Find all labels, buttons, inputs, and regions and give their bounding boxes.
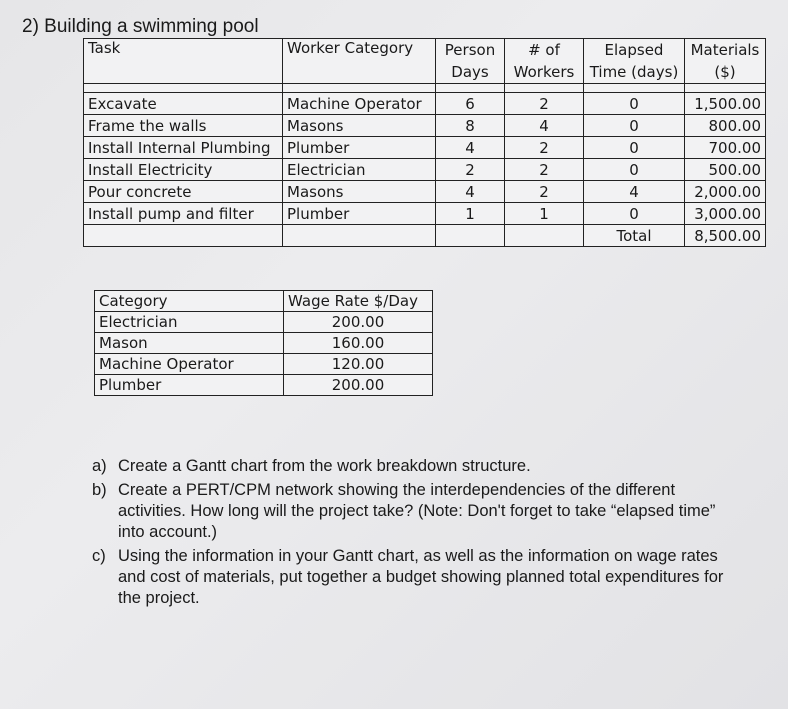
table-spacer-row [84, 84, 766, 93]
header-materials-2: ($) [685, 61, 766, 84]
empty-cell [84, 225, 283, 247]
table-row [84, 115, 766, 137]
materials-cell: 2,000.00 [685, 181, 766, 203]
spacer-cell [436, 84, 505, 93]
spacer-cell [283, 84, 436, 93]
work-breakdown-table [83, 38, 766, 247]
total-row [84, 225, 766, 247]
rate-cell: 200.00 [284, 312, 433, 333]
question-label: c) [92, 547, 106, 565]
workers-cell: 2 [505, 181, 584, 203]
category-cell: Electrician [95, 312, 284, 333]
workers-cell: 2 [505, 137, 584, 159]
task-cell: Pour concrete [84, 181, 283, 203]
header-elapsed-2: Time (days) [584, 61, 685, 84]
question-c [92, 546, 732, 609]
table-row [95, 333, 433, 354]
person-days-cell: 6 [436, 93, 505, 115]
wage-rate-table [94, 290, 433, 396]
header-elapsed-1: Elapsed [584, 39, 685, 62]
category-cell: Machine Operator [95, 354, 284, 375]
elapsed-cell: 0 [584, 137, 685, 159]
category-cell: Machine Operator [283, 93, 436, 115]
rate-cell: 120.00 [284, 354, 433, 375]
materials-cell: 700.00 [685, 137, 766, 159]
header-materials-1: Materials [685, 39, 766, 62]
table-row [84, 159, 766, 181]
header-person-days-1: Person [436, 39, 505, 62]
category-cell: Plumber [283, 203, 436, 225]
rate-cell: 160.00 [284, 333, 433, 354]
question-list [92, 456, 732, 612]
spacer-cell [685, 84, 766, 93]
category-cell: Plumber [283, 137, 436, 159]
rate-cell: 200.00 [284, 375, 433, 396]
table-header-row [84, 39, 766, 62]
workers-cell: 4 [505, 115, 584, 137]
table-row [84, 203, 766, 225]
materials-cell: 800.00 [685, 115, 766, 137]
header-wage-rate: Wage Rate $/Day [284, 291, 433, 312]
materials-cell: 3,000.00 [685, 203, 766, 225]
task-cell: Install Internal Plumbing [84, 137, 283, 159]
header-category: Category [95, 291, 284, 312]
spacer-cell [505, 84, 584, 93]
materials-cell: 500.00 [685, 159, 766, 181]
workers-cell: 2 [505, 159, 584, 181]
elapsed-cell: 4 [584, 181, 685, 203]
task-cell: Frame the walls [84, 115, 283, 137]
category-cell: Masons [283, 181, 436, 203]
empty-cell [505, 225, 584, 247]
page-title: 2) Building a swimming pool [22, 16, 259, 37]
workers-cell: 1 [505, 203, 584, 225]
category-cell: Mason [95, 333, 284, 354]
category-cell: Masons [283, 115, 436, 137]
elapsed-cell: 0 [584, 115, 685, 137]
table-row [95, 375, 433, 396]
person-days-cell: 4 [436, 181, 505, 203]
table-row [84, 93, 766, 115]
table-row [95, 312, 433, 333]
table-row [84, 137, 766, 159]
header-workers-2: Workers [505, 61, 584, 84]
question-label: a) [92, 457, 107, 475]
total-label: Total [584, 225, 685, 247]
elapsed-cell: 0 [584, 159, 685, 181]
question-b [92, 480, 732, 543]
task-cell: Install Electricity [84, 159, 283, 181]
materials-cell: 1,500.00 [685, 93, 766, 115]
person-days-cell: 2 [436, 159, 505, 181]
person-days-cell: 8 [436, 115, 505, 137]
question-label: b) [92, 481, 107, 499]
category-cell: Plumber [95, 375, 284, 396]
header-worker-category: Worker Category [283, 39, 436, 84]
question-text: Create a PERT/CPM network showing the interdependencies of the different activities. How long will the project take? (Note: Don't forget to take “elapsed time” into account.) [118, 481, 716, 541]
total-value: 8,500.00 [685, 225, 766, 247]
question-a [92, 456, 732, 477]
task-cell: Install pump and filter [84, 203, 283, 225]
header-task: Task [84, 39, 283, 84]
table-header-row [95, 291, 433, 312]
category-cell: Electrician [283, 159, 436, 181]
spacer-cell [584, 84, 685, 93]
workers-cell: 2 [505, 93, 584, 115]
table-row [95, 354, 433, 375]
question-text: Using the information in your Gantt chart, as well as the information on wage rates and cost of materials, put together a budget showing planned total expenditures for the project. [118, 547, 724, 607]
empty-cell [436, 225, 505, 247]
elapsed-cell: 0 [584, 203, 685, 225]
table-row [84, 181, 766, 203]
elapsed-cell: 0 [584, 93, 685, 115]
person-days-cell: 4 [436, 137, 505, 159]
person-days-cell: 1 [436, 203, 505, 225]
header-person-days-2: Days [436, 61, 505, 84]
task-cell: Excavate [84, 93, 283, 115]
spacer-cell [84, 84, 283, 93]
header-workers-1: # of [505, 39, 584, 62]
empty-cell [283, 225, 436, 247]
question-text: Create a Gantt chart from the work breakdown structure. [118, 457, 531, 475]
